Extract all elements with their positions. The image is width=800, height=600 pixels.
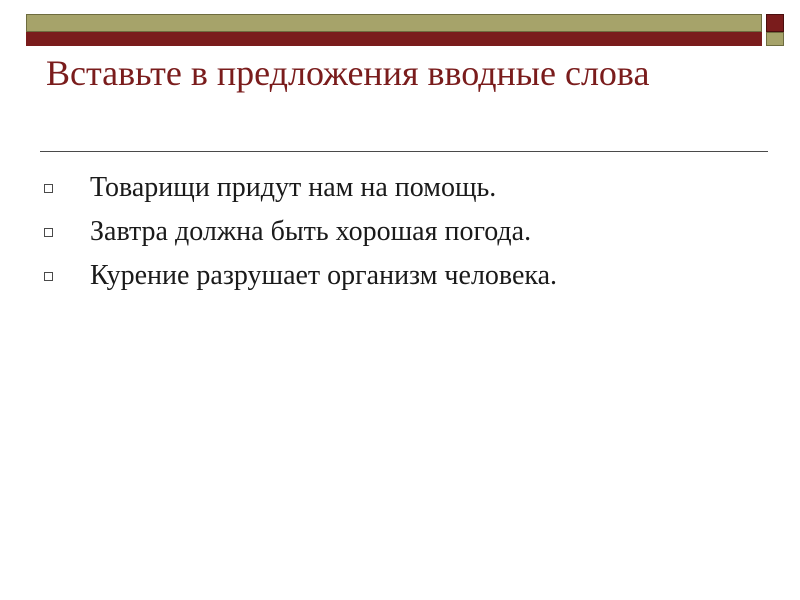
bullet-list [40, 166, 760, 298]
bullet-text: Товарищи придут нам на помощь. [90, 172, 497, 203]
header-square-olive [766, 32, 784, 46]
square-bullet-icon [44, 228, 53, 237]
square-bullet-icon [44, 184, 53, 193]
bullet-item [40, 166, 760, 210]
header-bar-maroon [26, 32, 762, 46]
header-square-maroon [766, 14, 784, 32]
slide-title: Вставьте в предложения вводные слова [46, 53, 650, 93]
bullet-item [40, 210, 760, 254]
bullet-text: Курение разрушает организм человека. [90, 260, 558, 291]
bullet-item [40, 254, 760, 298]
title-divider [40, 151, 768, 152]
square-bullet-icon [44, 272, 53, 281]
header-bar-olive [26, 14, 762, 32]
bullet-text: Завтра должна быть хорошая погода. [90, 216, 532, 247]
